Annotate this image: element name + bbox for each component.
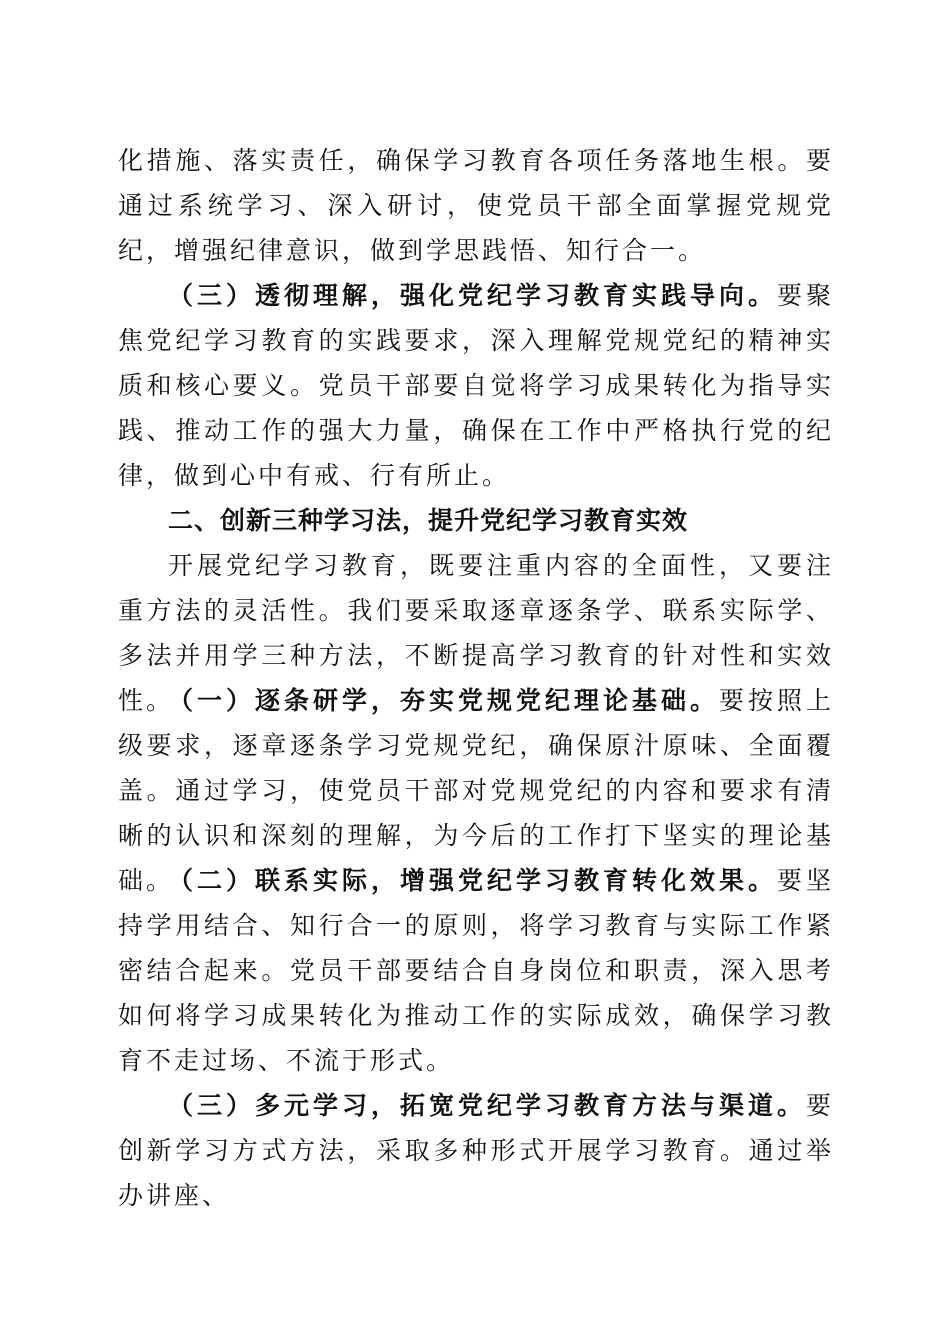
paragraph-text: 开展党纪学习教育，既要注重内容的全面性，又要注重方法的灵活性。我们要采取逐章逐条学、联系实际学、多法并用学三种方法，不断提高学习教育的针对性和实效性。 [118,551,834,715]
paragraph-text: 要聚焦党纪学习教育的实践要求，深入理解党规党纪的精神实质和核心要义。党员干部要自觉将学习成果转化为指导实践、推动工作的强大力量，确保在工作中严格执行党的纪律，做到心中有戒、行有所止。 [118,281,834,490]
paragraph-study-item-3 [118,1083,834,1218]
section-heading-text: 二、创新三种学习法，提升党纪学习教育实效 [168,506,689,535]
section-heading [118,498,834,543]
subheading-2: （二）联系实际，增强党纪学习教育转化效果。 [168,866,777,895]
subheading-3b: （三）多元学习，拓宽党纪学习教育方法与渠道。 [168,1091,806,1120]
paragraph-text: 要按照上级要求，逐章逐条学习党规党纪，确保原汁原味、全面覆盖。通过学习，使党员干部对党规党纪的内容和要求有清晰的认识和深刻的理解，为今后的工作打下坚实的理论基础。 [118,686,834,895]
subheading-3: （三）透彻理解，强化党纪学习教育实践导向。 [168,281,777,310]
paragraph-practice-orientation [118,273,834,498]
paragraph-text: 要创新学习方式方法，采取多种形式开展学习教育。通过举办讲座、 [118,1091,834,1210]
paragraph-continuation [118,138,834,273]
paragraph-study-item-2 [118,858,834,1083]
paragraph-text: 化措施、落实责任，确保学习教育各项任务落地生根。要通过系统学习、深入研讨，使党员干部全面掌握党规党纪，增强纪律意识，做到学思践悟、知行合一。 [118,146,834,265]
paragraph-text: 要坚持学用结合、知行合一的原则，将学习教育与实际工作紧密结合起来。党员干部要结合自身岗位和职责，深入思考如何将学习成果转化为推动工作的实际成效，确保学习教育不走过场、不流于形式。 [118,866,834,1075]
subheading-1: （一）逐条研学，夯实党规党纪理论基础。 [168,686,719,715]
